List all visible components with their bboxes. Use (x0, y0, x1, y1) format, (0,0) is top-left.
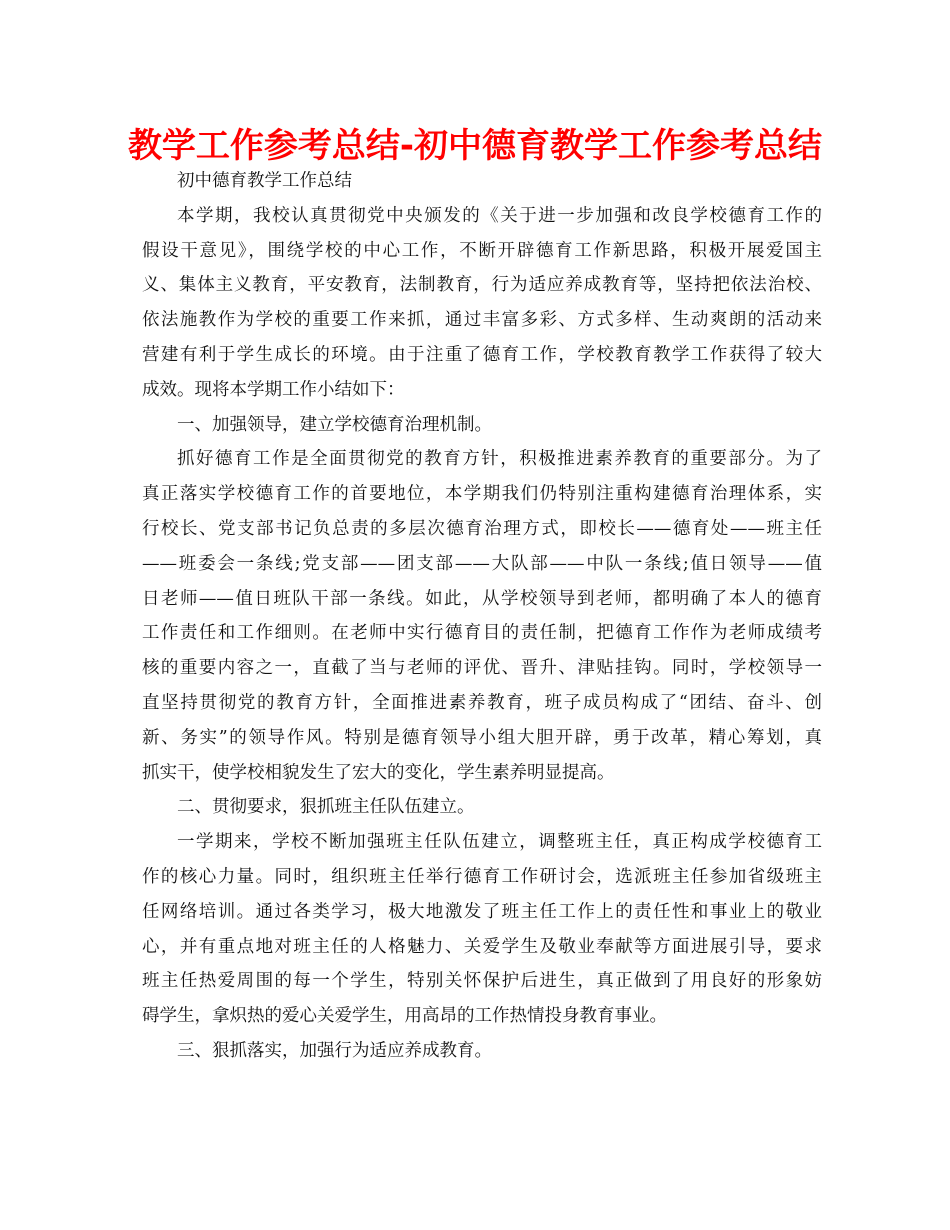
text-line: 三、狠抓落实，加强行为适应养成教育。 (177, 1040, 492, 1061)
text-line: 一、加强领导，建立学校德育治理机制。 (177, 414, 492, 435)
text-line: 抓实干，使学校相貌发生了宏大的变化，学生素养明显提高。 (142, 762, 615, 783)
text-line: 一学期来，学校不断加强班主任队伍建立，调整班主任，真正构成学校德育工 (177, 832, 822, 853)
text-line: 假设干意见》，围绕学校的中心工作，不断开辟德育工作新思路，积极开展爱国主 (142, 240, 822, 261)
text-line: ——班委会一条线;党支部——团支部——大队部——中队一条线;值日领导——值 (142, 553, 822, 574)
text-line: 直坚持贯彻党的教育方针，全面推进素养教育，班子成员构成了“团结、奋斗、创 (142, 692, 822, 713)
text-line: 班主任热爱周围的每一个学生，特别关怀保护后进生，真正做到了用良好的形象妨 (142, 971, 822, 992)
text-line: 碍学生，拿炽热的爱心关爱学生，用高昂的工作热情投身教育事业。 (142, 1006, 667, 1027)
text-line: 依法施教作为学校的重要工作来抓，通过丰富多彩、方式多样、生动爽朗的活动来 (142, 310, 822, 331)
text-line: 工作责任和工作细则。在老师中实行德育目的责任制，把德育工作作为老师成绩考 (142, 623, 822, 644)
text-line: 成效。现将本学期工作小结如下： (142, 379, 405, 400)
text-line: 抓好德育工作是全面贯彻党的教育方针，积极推进素养教育的重要部分。为了 (177, 449, 822, 470)
text-line: 作的核心力量。同时，组织班主任举行德育工作研讨会，选派班主任参加省级班主 (142, 866, 822, 887)
text-line: 日老师——值日班队干部一条线。如此，从学校领导到老师，都明确了本人的德育 (142, 588, 822, 609)
text-line: 核的重要内容之一，直截了当与老师的评优、晋升、津贴挂钩。同时，学校领导一 (142, 658, 822, 679)
text-line: 营建有利于学生成长的环境。由于注重了德育工作，学校教育教学工作获得了较大 (142, 344, 822, 365)
text-line: 新、务实”的领导作风。特别是德育领导小组大胆开辟，勇于改革，精心筹划，真 (142, 727, 822, 748)
text-line: 二、贯彻要求，狠抓班主任队伍建立。 (177, 797, 475, 818)
text-line: 心，并有重点地对班主任的人格魅力、关爱学生及敬业奉献等方面进展引导，要求 (142, 936, 822, 957)
text-line: 本学期，我校认真贯彻党中央颁发的《关于进一步加强和改良学校德育工作的 (177, 205, 822, 226)
document-body (142, 164, 822, 1069)
document-title: 教学工作参考总结-初中德育教学工作参考总结 (127, 126, 823, 166)
text-line: 真正落实学校德育工作的首要地位，本学期我们仍特别注重构建德育治理体系，实 (142, 484, 822, 505)
text-line: 义、集体主义教育，平安教育，法制教育，行为适应养成教育等，坚持把依法治校、 (142, 275, 822, 296)
text-line: 任网络培训。通过各类学习，极大地激发了班主任工作上的责任性和事业上的敬业 (142, 901, 822, 922)
text-line: 行校长、党支部书记负总责的多层次德育治理方式，即校长——德育处——班主任 (142, 518, 822, 539)
text-line: 初中德育教学工作总结 (177, 171, 352, 191)
